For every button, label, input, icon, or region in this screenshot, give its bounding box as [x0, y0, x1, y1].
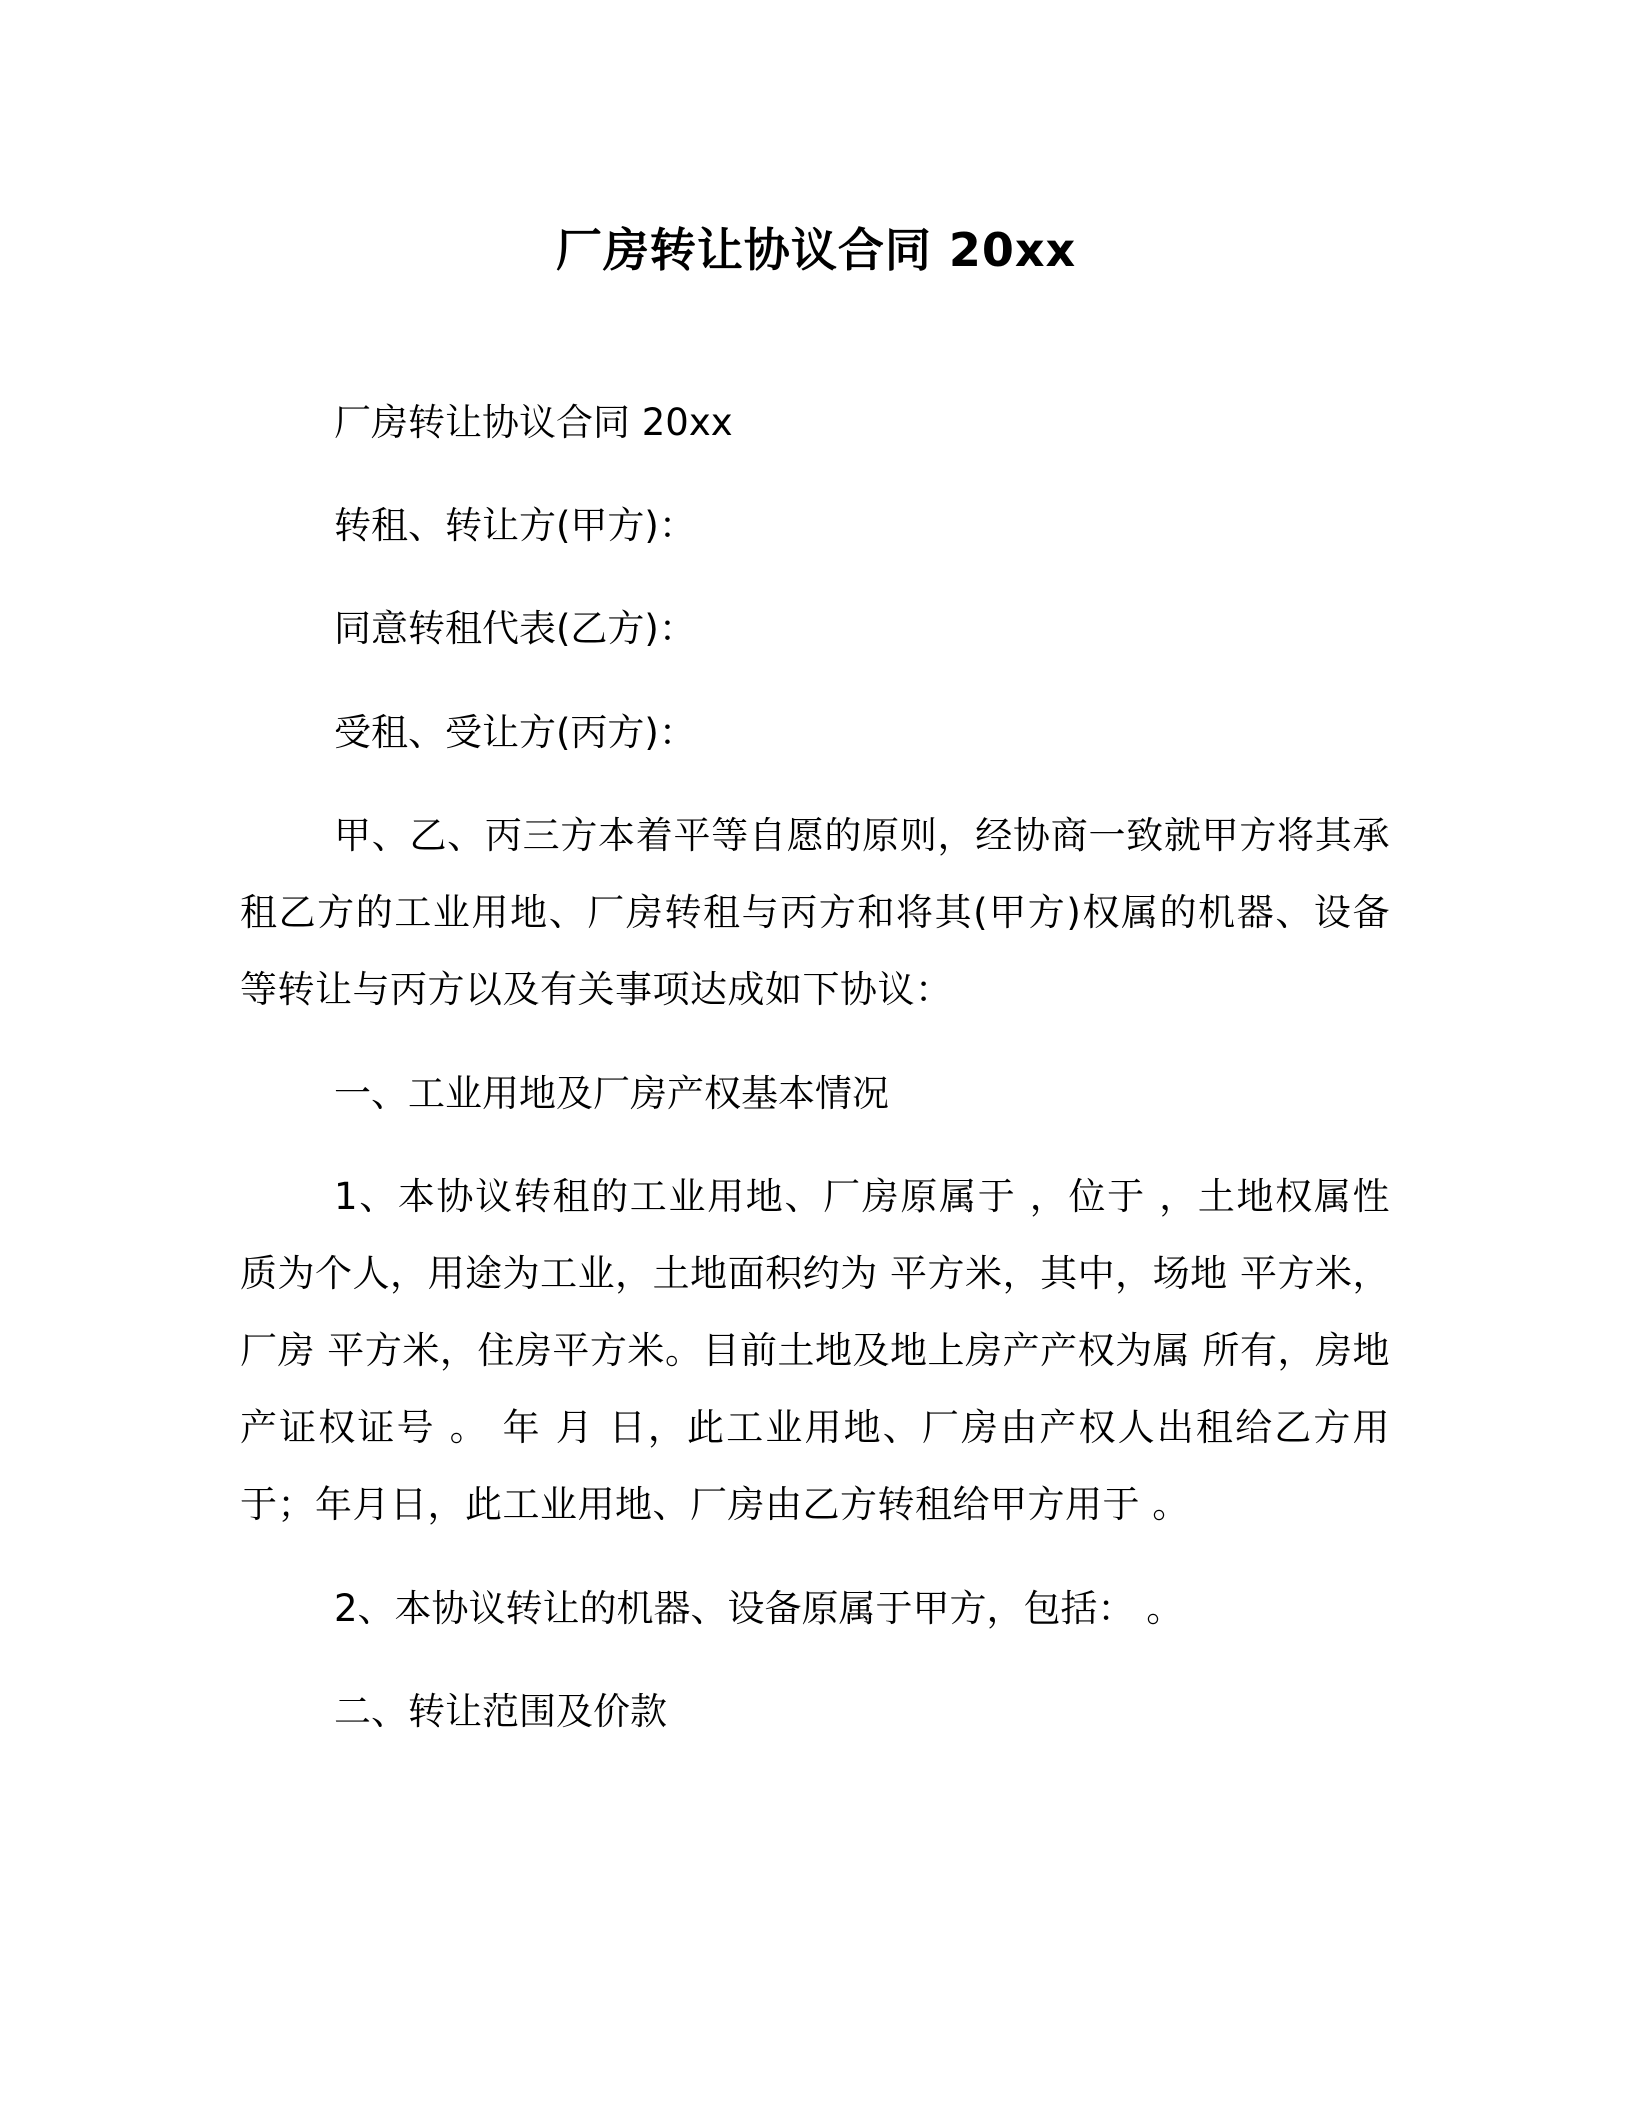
document-title: 厂房转让协议合同 20xx	[555, 223, 1077, 277]
section-1-heading: 一、工业用地及厂房产权基本情况	[334, 1072, 889, 1115]
clause-1-paragraph: 1、本协议转租的工业用地、厂房原属于 ，位于 ，土地权属性质为个人，用途为工业，土地面积约为 平方米，其中，场地 平方米，厂房 平方米，住房平方米。目前土地及地上房产产权为属 所有，房地产证权证号 。 年 月 日，此工业用地、厂房由产权人出租给乙方用于；年月日，此工业用地、厂房由乙方转租给甲方用于 。	[240, 1175, 1390, 1526]
party-b-line: 同意转租代表(乙方)：	[334, 607, 696, 650]
intro-paragraph: 甲、乙、丙三方本着平等自愿的原则，经协商一致就甲方将其承租乙方的工业用地、厂房转租与丙方和将其(甲方)权属的机器、设备等转让与丙方以及有关事项达成如下协议：	[240, 814, 1390, 1011]
clause-2-paragraph: 2、本协议转让的机器、设备原属于甲方，包括： 。	[334, 1587, 1184, 1630]
subtitle-line: 厂房转让协议合同 20xx	[334, 401, 733, 444]
party-c-line: 受租、受让方(丙方)：	[334, 711, 696, 754]
party-a-line: 转租、转让方(甲方)：	[334, 504, 696, 547]
section-2-heading: 二、转让范围及价款	[334, 1690, 667, 1733]
